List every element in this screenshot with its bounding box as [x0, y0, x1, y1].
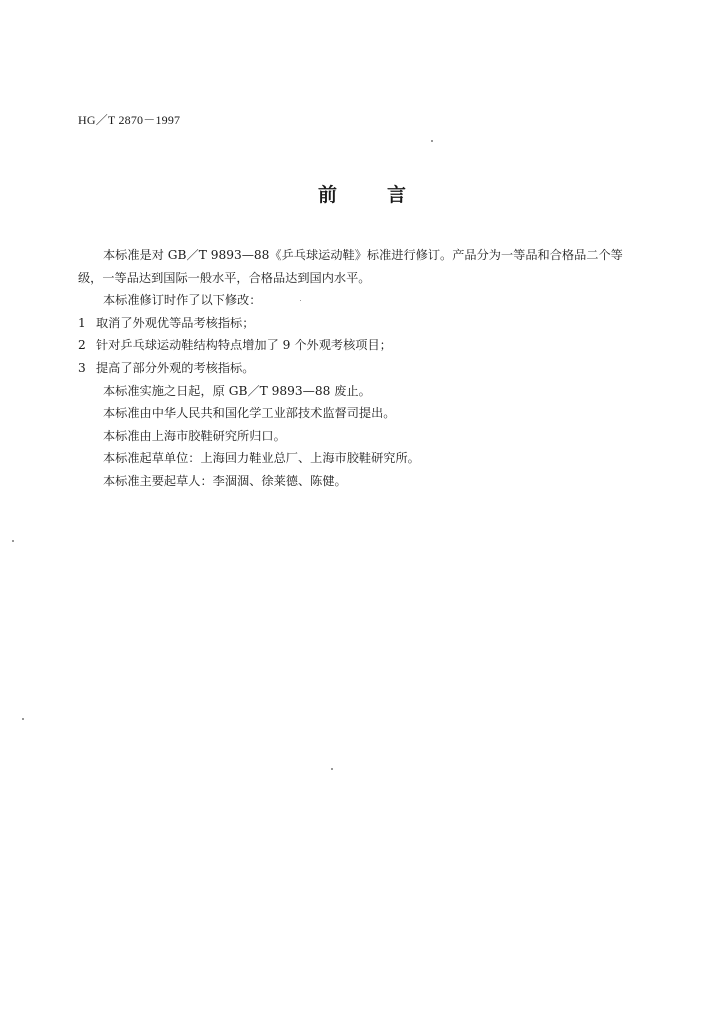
scan-speck [331, 768, 333, 770]
changes-intro: 本标准修订时作了以下修改： [103, 293, 262, 308]
scan-speck [22, 718, 24, 720]
list-item-number: 1 [78, 315, 86, 330]
effective-statement: 本标准实施之日起，原 GB／T 9893—88 废止。 [103, 383, 371, 398]
list-item-number: 2 [78, 338, 86, 353]
list-item-text: 提高了部分外观的考核指标。 [96, 360, 255, 375]
scan-speck [12, 540, 14, 542]
title-char-2: 言 [387, 184, 407, 206]
managed-by-statement: 本标准由上海市胶鞋研究所归口。 [103, 428, 286, 443]
scan-speck [431, 140, 433, 142]
list-item-text: 针对乒乓球运动鞋结构特点增加了 9 个外观考核项目； [96, 338, 392, 353]
drafters-statement: 本标准主要起草人：李涸涸、徐莱德、陈健。 [103, 473, 347, 488]
list-item [78, 312, 646, 335]
section-title [0, 180, 724, 207]
intro-line-1: 本标准是对 GB／T 9893—88《乒乓球运动鞋》标准进行修订。产品分为一等品和合格品二个等 [103, 248, 623, 262]
intro-line-2: 级，一等品达到国际一般水平，合格品达到国内水平。 [78, 270, 371, 285]
proposed-by-statement: 本标准由中华人民共和国化学工业部技术监督司提出。 [103, 406, 396, 421]
list-item [78, 334, 646, 357]
foreword-body [78, 244, 646, 493]
drafting-units-statement: 本标准起草单位：上海回力鞋业总厂、上海市胶鞋研究所。 [103, 451, 420, 466]
list-item-number: 3 [78, 360, 86, 375]
scan-speck [300, 300, 301, 301]
standard-code: HG／T 2870－1997 [78, 113, 181, 127]
list-item-text: 取消了外观优等品考核指标； [96, 315, 255, 330]
title-char-1: 前 [317, 184, 337, 206]
list-item [78, 357, 646, 380]
